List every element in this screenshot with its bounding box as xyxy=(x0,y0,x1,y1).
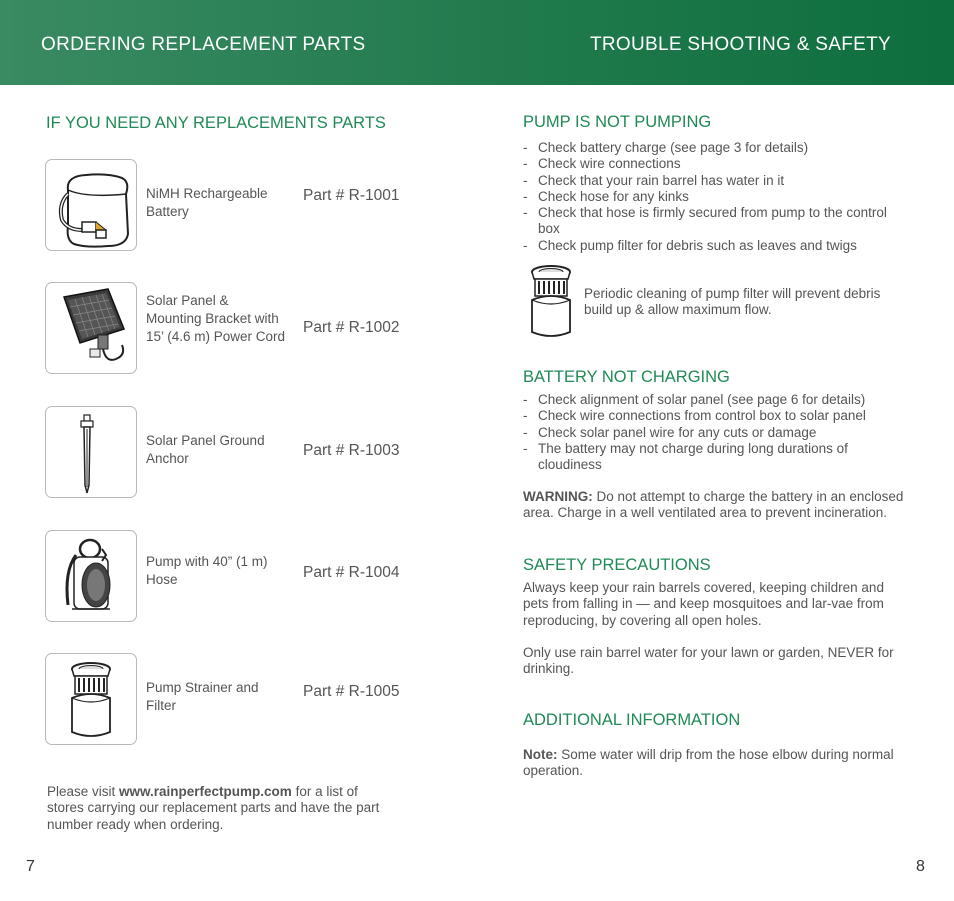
list-item: - Check wire connections from control box to solar panel xyxy=(523,408,903,424)
pump-not-pumping-heading: PUMP IS NOT PUMPING xyxy=(523,113,712,131)
note-paragraph xyxy=(523,747,906,780)
part-name: Pump Strainer and Filter xyxy=(146,680,259,713)
header-banner xyxy=(0,0,954,85)
warning-paragraph xyxy=(523,489,906,522)
list-item: - Check hose for any kinks xyxy=(523,189,903,205)
battery-pack-icon xyxy=(46,160,136,250)
solar-panel-icon xyxy=(46,283,136,373)
part-name: Solar Panel Ground Anchor xyxy=(146,433,265,466)
note-text: Some water will drip from the hose elbow during normal operation. xyxy=(523,747,894,779)
battery-checklist xyxy=(523,392,903,473)
part-image-frame xyxy=(45,406,137,498)
left-page-title: ORDERING REPLACEMENT PARTS xyxy=(41,34,366,55)
part-image-frame xyxy=(45,653,137,745)
part-number: Part # R-1002 xyxy=(303,319,400,336)
page-number-right: 8 xyxy=(916,858,925,875)
list-item: - Check alignment of solar panel (see page 6 for details) xyxy=(523,392,903,408)
list-item: - Check that your rain barrel has water in it xyxy=(523,173,903,189)
part-name: Solar Panel & Mounting Bracket with 15’ (4.6 m) Power Cord xyxy=(146,293,286,344)
right-page-title: TROUBLE SHOOTING & SAFETY xyxy=(590,34,891,55)
part-image-frame xyxy=(45,530,137,622)
strainer-filter-icon xyxy=(527,264,575,340)
part-number: Part # R-1003 xyxy=(303,442,400,459)
warning-text: Do not attempt to charge the battery in an enclosed area. Charge in a well ventilated area to prevent incineration. xyxy=(523,489,904,521)
strainer-filter-icon xyxy=(46,654,136,744)
note-label: Note: xyxy=(523,747,558,762)
safety-paragraph-1: Always keep your rain barrels covered, keeping children and pets from falling in — and keep mosquitoes and lar-vae from reproducing, by covering all open holes. xyxy=(523,580,884,628)
part-name: NiMH Rechargeable Battery xyxy=(146,186,268,219)
part-row xyxy=(45,282,425,374)
list-item: - Check pump filter for debris such as leaves and twigs xyxy=(523,238,903,254)
website-note-prefix: Please visit xyxy=(47,784,120,799)
website-note-suffix: for a list of stores carrying our replacement parts and have the part number ready when ordering. xyxy=(47,784,380,832)
part-name: Pump with 40” (1 m) Hose xyxy=(146,554,268,587)
part-row xyxy=(45,406,425,498)
part-image-frame xyxy=(45,159,137,251)
website-link[interactable]: www.rainperfectpump.com xyxy=(119,784,292,799)
filter-cleaning-note: Periodic cleaning of pump filter will prevent debris build up & allow maximum flow. xyxy=(584,286,881,318)
warning-label: WARNING: xyxy=(523,489,593,504)
ground-anchor-icon xyxy=(46,407,136,497)
part-number: Part # R-1004 xyxy=(303,564,400,581)
list-item: - Check solar panel wire for any cuts or damage xyxy=(523,425,903,441)
part-row xyxy=(45,159,425,251)
pump-checklist xyxy=(523,140,903,254)
replacement-parts-heading: IF YOU NEED ANY REPLACEMENTS PARTS xyxy=(46,114,386,132)
website-note xyxy=(47,784,397,833)
part-number: Part # R-1005 xyxy=(303,683,400,700)
page-number-left: 7 xyxy=(26,858,35,875)
part-image-frame xyxy=(45,282,137,374)
additional-information-heading: ADDITIONAL INFORMATION xyxy=(523,711,741,729)
pump-icon xyxy=(46,531,136,621)
list-item: - Check wire connections xyxy=(523,156,903,172)
safety-precautions-heading: SAFETY PRECAUTIONS xyxy=(523,556,711,574)
list-item: - Check battery charge (see page 3 for details) xyxy=(523,140,903,156)
safety-paragraph-2: Only use rain barrel water for your lawn or garden, NEVER for drinking. xyxy=(523,645,894,677)
list-item: - Check that hose is firmly secured from pump to the control box xyxy=(523,205,903,238)
part-row xyxy=(45,530,425,622)
part-row xyxy=(45,653,425,745)
list-item: - The battery may not charge during long durations of cloudiness xyxy=(523,441,903,474)
battery-not-charging-heading: BATTERY NOT CHARGING xyxy=(523,368,730,386)
part-number: Part # R-1001 xyxy=(303,187,400,204)
